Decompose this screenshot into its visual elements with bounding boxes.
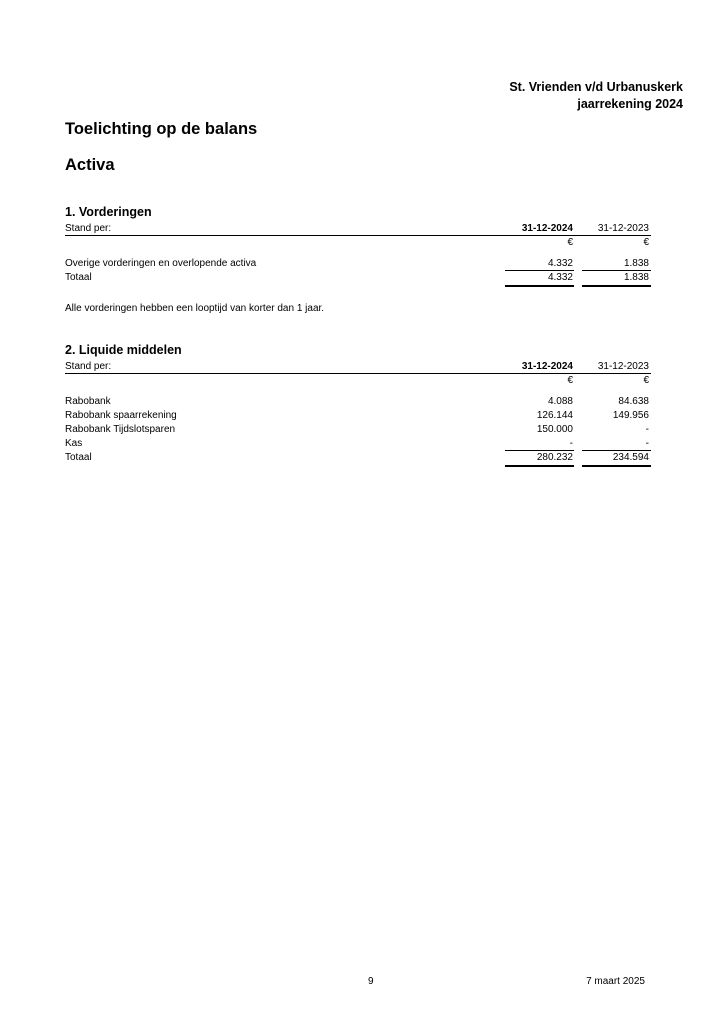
total-label: Totaal (65, 452, 92, 463)
stand-per-label: Stand per: (65, 361, 112, 372)
currency-current: € (567, 375, 573, 386)
section-title: Activa (65, 156, 115, 174)
liquide-header-row (0, 360, 724, 374)
row-current: 126.144 (536, 410, 573, 421)
row-previous: - (645, 438, 649, 449)
row-current: 150.000 (536, 424, 573, 435)
col-current-date: 31-12-2024 (521, 223, 573, 234)
row-label: Overige vorderingen en overlopende activa (65, 258, 257, 269)
total-current: 280.232 (536, 452, 573, 463)
row-label: Kas (65, 438, 83, 449)
total-rule-previous (582, 465, 651, 467)
row-current: 4.088 (547, 396, 573, 407)
page-title: Toelichting op de balans (65, 120, 258, 138)
row-label: Rabobank (65, 396, 111, 407)
footer-date: 7 maart 2025 (586, 976, 645, 987)
table-row (0, 395, 724, 409)
liquide-currency-row (0, 374, 724, 388)
total-rule-current (505, 285, 574, 287)
total-rule-previous (582, 285, 651, 287)
table-row (0, 257, 724, 271)
report-name: jaarrekening 2024 (577, 97, 683, 111)
vorderingen-header-row (0, 222, 724, 236)
total-row (0, 271, 724, 285)
vorderingen-title: 1. Vorderingen (65, 205, 152, 219)
vorderingen-currency-row (0, 236, 724, 250)
table-row (0, 423, 724, 437)
stand-per-label: Stand per: (65, 223, 112, 234)
total-previous: 1.838 (623, 272, 649, 283)
total-current: 4.332 (547, 272, 573, 283)
total-label: Totaal (65, 272, 92, 283)
organization-name: St. Vrienden v/d Urbanuskerk (509, 80, 683, 94)
col-previous-date: 31-12-2023 (597, 361, 649, 372)
row-label: Rabobank spaarrekening (65, 410, 177, 421)
currency-current: € (567, 237, 573, 248)
page-number: 9 (368, 976, 374, 987)
table-row (0, 409, 724, 423)
vorderingen-note: Alle vorderingen hebben een looptijd van korter dan 1 jaar. (65, 303, 325, 314)
row-label: Rabobank Tijdslotsparen (65, 424, 176, 435)
row-current: - (569, 438, 573, 449)
total-row (0, 451, 724, 465)
row-previous: 84.638 (618, 396, 649, 407)
col-previous-date: 31-12-2023 (597, 223, 649, 234)
currency-previous: € (643, 237, 649, 248)
currency-previous: € (643, 375, 649, 386)
liquide-title: 2. Liquide middelen (65, 343, 182, 357)
row-current: 4.332 (547, 258, 573, 269)
total-previous: 234.594 (612, 452, 649, 463)
table-row (0, 437, 724, 451)
total-rule-current (505, 465, 574, 467)
col-current-date: 31-12-2024 (521, 361, 573, 372)
row-previous: 149.956 (612, 410, 649, 421)
report-header (509, 79, 683, 113)
row-previous: - (645, 424, 649, 435)
row-previous: 1.838 (623, 258, 649, 269)
